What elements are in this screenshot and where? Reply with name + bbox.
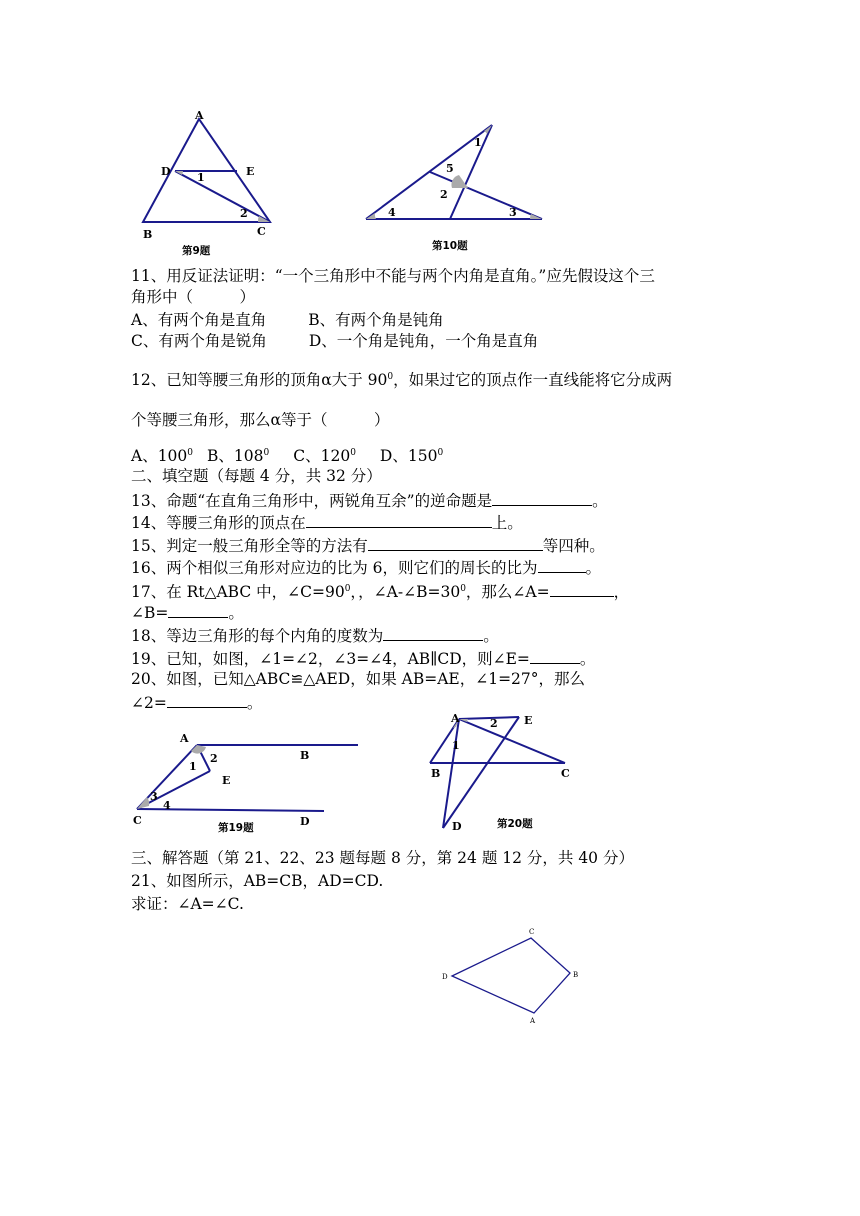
- q12-option-d: D、150: [379, 447, 438, 466]
- fig19-angle-4: 4: [163, 799, 171, 812]
- q18-answer-blank[interactable]: [383, 624, 483, 641]
- q13-end: 。: [592, 492, 608, 510]
- q18-text: 18、等边三角形的每个内角的度数为: [131, 627, 384, 645]
- q15: [131, 534, 605, 556]
- figure-21: [442, 928, 578, 1025]
- fig20-caption: 第20题: [497, 818, 533, 830]
- q12-line2: 个等腰三角形，那么α等于（ ）: [131, 411, 390, 429]
- fig19-label-a: A: [180, 732, 189, 745]
- q17-text-b: ，，∠A-∠B=30: [350, 583, 461, 602]
- q14-end: 上。: [491, 514, 523, 532]
- q20-line2-text: ∠2=: [131, 694, 167, 712]
- q21-line1: 21、如图所示，AB=CB，AD=CD.: [131, 872, 384, 890]
- fig19-angle-2: 2: [210, 752, 218, 765]
- q20-line2: [131, 691, 262, 713]
- fig21-label-a: A: [530, 1017, 536, 1025]
- q16-text: 16、两个相似三角形对应边的比为 6，则它们的周长的比为: [131, 559, 538, 577]
- fig20-label-a: A: [451, 712, 460, 725]
- fig19-angle-1: 1: [189, 760, 197, 773]
- fig10-caption: 第10题: [432, 240, 468, 252]
- fig19-label-b: B: [300, 749, 310, 762]
- fig9-label-a: A: [195, 109, 204, 122]
- fig9-label-b: B: [143, 228, 153, 241]
- fig20-angle-1: 1: [452, 739, 460, 752]
- q14-text: 14、等腰三角形的顶点在: [131, 514, 306, 532]
- q11-options-ab: [131, 310, 444, 330]
- q11-options-cd: [131, 331, 538, 351]
- q13-answer-blank[interactable]: [492, 489, 592, 506]
- q20-answer-blank[interactable]: [167, 691, 247, 708]
- q12-option-b: B、108: [207, 447, 264, 466]
- fig20-angle-2: 2: [490, 717, 498, 730]
- q12-line1: [131, 367, 672, 390]
- q11-line1: 11、用反证法证明：“一个三角形中不能与两个内角是直角。”应先假设这个三: [131, 267, 655, 285]
- fig9-angle-2: 2: [240, 207, 248, 220]
- q11-option-a: A、有两个角是直角: [131, 311, 267, 329]
- q12-option-c-deg: 0: [350, 448, 356, 458]
- q12-option-a-deg: 0: [187, 448, 194, 458]
- q17-text-a: 17、在 Rt△ABC 中，∠C=90: [131, 583, 345, 602]
- q11-option-b: B、有两个角是钝角: [308, 311, 444, 329]
- q17-sup-1: 0: [344, 584, 351, 594]
- q20-line1: 20、如图，已知△ABC≌△AED，如果 AB=AE，∠1=27°，那么: [131, 670, 586, 688]
- figure-20: [430, 712, 570, 833]
- fig10-angle-2: 2: [440, 188, 448, 201]
- figure-19: [133, 732, 358, 834]
- q21-line2: 求证：∠A=∠C.: [131, 895, 244, 913]
- fig9-label-e: E: [246, 165, 255, 178]
- q11-line2: 角形中（ ）: [131, 288, 256, 306]
- fig9-label-c: C: [257, 225, 266, 238]
- fig21-label-b: B: [573, 971, 579, 979]
- q16: [131, 556, 601, 578]
- fig9-angle-1: 1: [197, 171, 205, 184]
- q12-line1-a: 12、已知等腰三角形的顶角α大于 90: [131, 371, 388, 390]
- q17-line2: [131, 601, 244, 623]
- q18-end: 。: [483, 627, 499, 645]
- fig21-label-c: C: [529, 928, 535, 936]
- q19-answer-blank[interactable]: [530, 647, 580, 664]
- fig10-angle-5: 5: [446, 162, 454, 175]
- fig10-angle-4: 4: [388, 206, 396, 219]
- q18: [131, 624, 499, 646]
- q19-text: 19、已知，如图，∠1=∠2，∠3=∠4，AB∥CD，则∠E=: [131, 650, 530, 668]
- fig20-label-e: E: [524, 714, 533, 727]
- q17-line2-text: ∠B=: [131, 604, 169, 622]
- q17-line1: [131, 579, 629, 602]
- fig19-caption: 第19题: [218, 822, 254, 834]
- fig20-label-d: D: [452, 820, 462, 833]
- q14-answer-blank[interactable]: [306, 511, 492, 528]
- q17-end: 。: [228, 604, 244, 622]
- q17-answer-b-blank[interactable]: [168, 601, 228, 618]
- q11-option-d: D、一个角是钝角，一个角是直角: [308, 332, 539, 350]
- q12-option-a: A、100: [131, 447, 188, 466]
- q11-option-c: C、有两个角是锐角: [131, 332, 267, 350]
- q16-end: 。: [585, 559, 602, 577]
- fig19-label-e: E: [222, 774, 231, 787]
- figure-9: [143, 109, 270, 257]
- q12-options: [131, 443, 443, 466]
- q15-text: 15、判定一般三角形全等的方法有: [131, 537, 368, 555]
- section-3-heading: 三、解答题（第 21、22、23 题每题 8 分，第 24 题 12 分，共 40 分）: [131, 849, 634, 867]
- fig19-label-c: C: [133, 814, 142, 827]
- q17-sup-2: 0: [460, 584, 466, 594]
- q17-answer-a-blank[interactable]: [550, 580, 614, 597]
- fig10-angle-3: 3: [509, 206, 517, 219]
- q13-text: 13、命题“在直角三角形中，两锐角互余”的逆命题是: [131, 492, 493, 510]
- q20-end: 。: [246, 694, 263, 712]
- q16-answer-blank[interactable]: [538, 556, 586, 573]
- fig19-angle-3: 3: [150, 790, 158, 803]
- q19-end: 。: [579, 650, 596, 668]
- fig20-label-c: C: [561, 767, 570, 780]
- q15-answer-blank[interactable]: [368, 534, 543, 551]
- q17-text-c: ，那么∠A=: [465, 583, 550, 602]
- q12-option-b-deg: 0: [263, 448, 270, 458]
- q17-comma: ，: [613, 583, 630, 602]
- q12-option-c: C、120: [293, 447, 351, 466]
- fig20-label-b: B: [431, 767, 441, 780]
- q14: [131, 511, 523, 533]
- section-2-heading: 二、填空题（每题 4 分，共 32 分）: [131, 467, 382, 485]
- fig9-caption: 第9题: [182, 245, 211, 257]
- q12-line1-b: ，如果过它的顶点作一直线能将它分成两: [393, 371, 673, 390]
- q19: [131, 647, 595, 669]
- fig21-label-d: D: [442, 973, 448, 981]
- q15-end: 等四种。: [542, 537, 605, 555]
- fig19-label-d: D: [300, 815, 310, 828]
- figure-10: [366, 125, 542, 252]
- q12-option-d-deg: 0: [437, 448, 444, 458]
- fig10-angle-1: 1: [474, 136, 482, 149]
- q13: [131, 489, 608, 511]
- fig9-label-d: D: [161, 165, 171, 178]
- q12-line1-sup: 0: [387, 372, 394, 382]
